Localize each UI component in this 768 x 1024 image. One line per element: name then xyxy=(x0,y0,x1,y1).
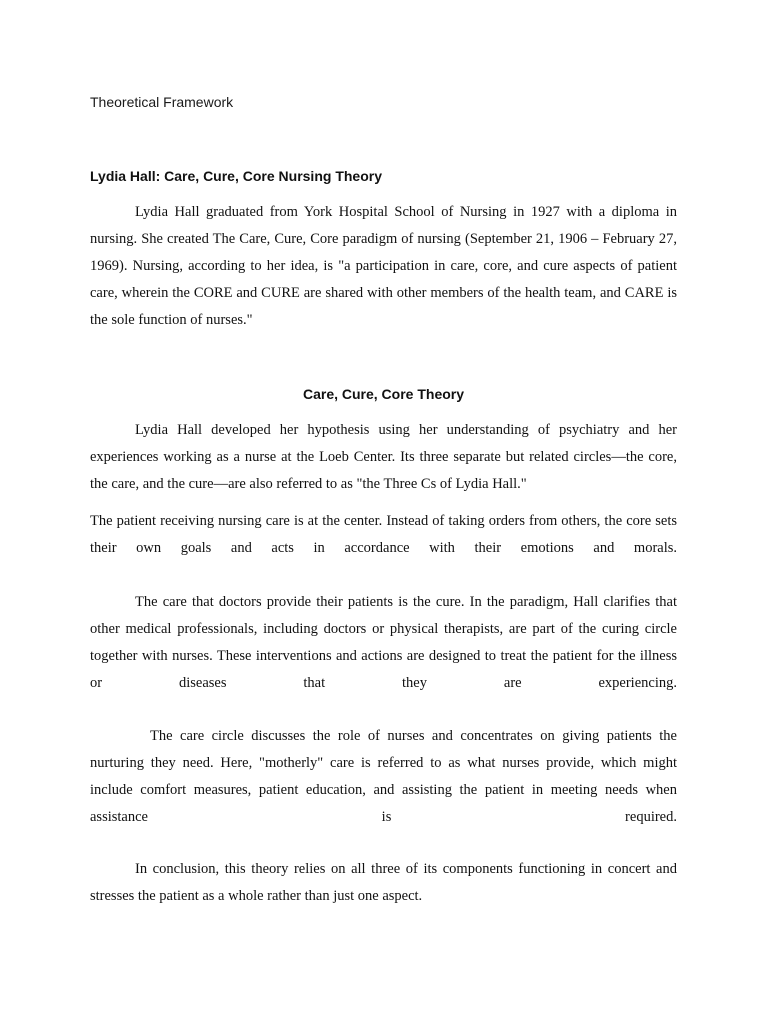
paragraph-core: The patient receiving nursing care is at the center. Instead of taking orders from others, the core sets their own goals and acts in accordance with their emotions and morals. xyxy=(90,513,677,556)
paragraph-three-cs: Lydia Hall developed her hypothesis using her understanding of psychiatry and her experiences working as a nurse at the Loeb Center. Its three separate but related circles—the core, the care, and the cure—are also referred to as "the Three Cs of Lydia Hall." xyxy=(90,422,677,492)
document-label: Theoretical Framework xyxy=(90,94,234,110)
main-heading: Lydia Hall: Care, Cure, Core Nursing Theory xyxy=(90,168,382,184)
paragraph-cure: The care that doctors provide their patients is the cure. In the paradigm, Hall clarifies that other medical professionals, including doctors or physical therapists, are part of the curing circle together with nurses. These interventions and actions are designed to treat the patient for the illness or diseases that they are experiencing. xyxy=(90,594,677,691)
paragraph-conclusion: In conclusion, this theory relies on all three of its components functioning in concert and stresses the patient as a whole rather than just one aspect. xyxy=(90,861,677,904)
section-heading: Care, Cure, Core Theory xyxy=(302,386,465,402)
intro-paragraph: Lydia Hall graduated from York Hospital School of Nursing in 1927 with a diploma in nursing. She created The Care, Cure, Core paradigm of nursing (September 21, 1906 – February 27, 1969). Nursing, according to her idea, is "a participation in care, core, and cure aspects of patient care, wherein the CORE and CURE are shared with other members of the health team, and CARE is the sole function of nurses." xyxy=(90,204,677,328)
paragraph-care: The care circle discusses the role of nurses and concentrates on giving patients the nurturing they need. Here, "motherly" care is referred to as what nurses provide, which might include comfort measures, patient education, and assisting the patient in meeting needs when assistance is required. xyxy=(90,728,677,825)
